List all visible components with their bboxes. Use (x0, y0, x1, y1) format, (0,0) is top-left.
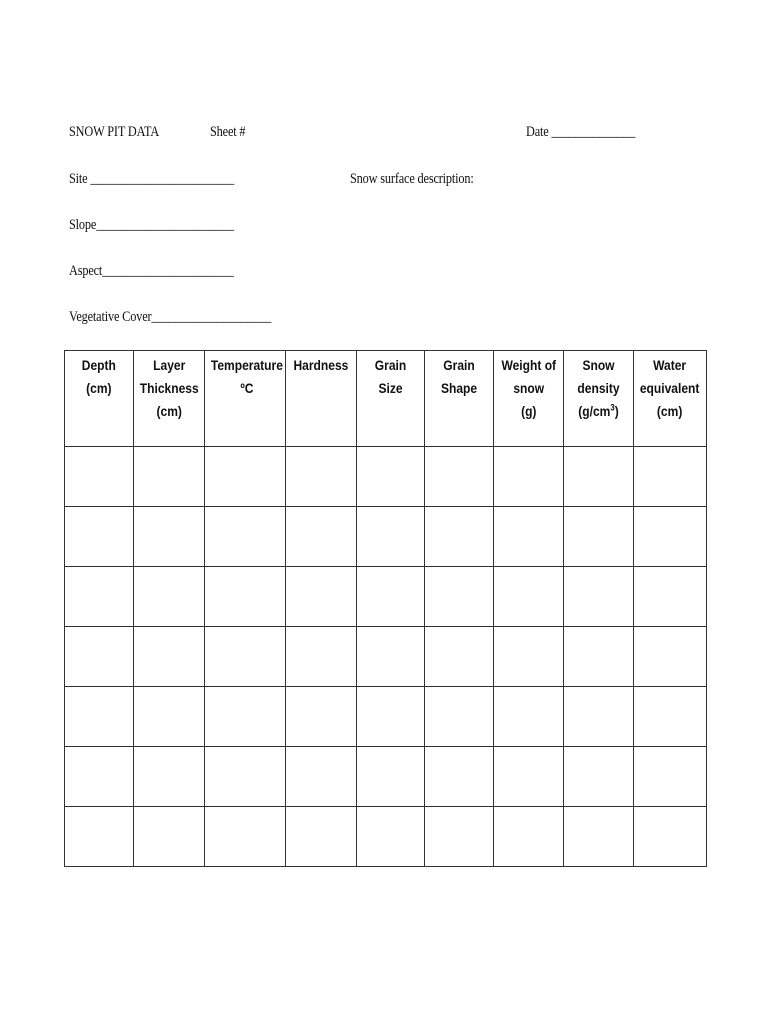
table-cell[interactable] (65, 627, 134, 687)
table-header-row (65, 351, 707, 447)
table-row (65, 807, 707, 867)
table-cell[interactable] (357, 507, 425, 567)
column-header-weight-of-snow: Weight of snow (g) (494, 351, 564, 447)
table-cell[interactable] (286, 687, 357, 747)
column-header-depth: Depth (cm) (65, 351, 134, 447)
table-cell[interactable] (357, 687, 425, 747)
table-cell[interactable] (634, 687, 707, 747)
sheet-number-label: Sheet # (210, 124, 246, 140)
table-cell[interactable] (65, 747, 134, 807)
table-cell[interactable] (564, 507, 634, 567)
site-field: Site ________________________ (69, 171, 235, 187)
table-cell[interactable] (357, 447, 425, 507)
column-header-layer-thickness: Layer Thickness (cm) (134, 351, 205, 447)
table-cell[interactable] (134, 627, 205, 687)
table-cell[interactable] (205, 687, 286, 747)
table-cell[interactable] (205, 747, 286, 807)
date-field: Date ______________ (526, 124, 636, 140)
table-cell[interactable] (425, 807, 494, 867)
column-header-water-equivalent: Water equivalent (cm) (634, 351, 707, 447)
table-cell[interactable] (564, 627, 634, 687)
table-cell[interactable] (134, 687, 205, 747)
column-header-grain-shape: Grain Shape (425, 351, 494, 447)
table-cell[interactable] (425, 447, 494, 507)
table-cell[interactable] (134, 447, 205, 507)
table-cell[interactable] (65, 447, 134, 507)
column-header-grain-size: Grain Size (357, 351, 425, 447)
table-cell[interactable] (564, 687, 634, 747)
table-cell[interactable] (357, 807, 425, 867)
table-cell[interactable] (65, 567, 134, 627)
column-header-temperature: Temperature ºC (205, 351, 286, 447)
table-cell[interactable] (65, 687, 134, 747)
table-cell[interactable] (134, 567, 205, 627)
table-cell[interactable] (205, 627, 286, 687)
table-cell[interactable] (634, 567, 707, 627)
table-cell[interactable] (494, 687, 564, 747)
table-cell[interactable] (564, 807, 634, 867)
table-cell[interactable] (564, 747, 634, 807)
table-cell[interactable] (286, 807, 357, 867)
table-row (65, 447, 707, 507)
column-header-snow-density: Snow density $(g/cm^3)$ (564, 351, 634, 447)
table-cell[interactable] (425, 507, 494, 567)
table-cell[interactable] (494, 627, 564, 687)
aspect-field: Aspect______________________ (69, 263, 234, 279)
table-cell[interactable] (564, 567, 634, 627)
table-cell[interactable] (65, 507, 134, 567)
table-cell[interactable] (205, 567, 286, 627)
table-row (65, 507, 707, 567)
table-cell[interactable] (494, 507, 564, 567)
table-cell[interactable] (494, 447, 564, 507)
vegetative-cover-field: Vegetative Cover____________________ (69, 309, 272, 325)
table-cell[interactable] (494, 567, 564, 627)
table-cell[interactable] (357, 747, 425, 807)
form-title: SNOW PIT DATA (69, 124, 160, 140)
table-row (65, 687, 707, 747)
table-cell[interactable] (494, 747, 564, 807)
table-cell[interactable] (286, 447, 357, 507)
table-cell[interactable] (134, 807, 205, 867)
table-cell[interactable] (425, 747, 494, 807)
table-cell[interactable] (357, 627, 425, 687)
table-row (65, 627, 707, 687)
snow-pit-data-table (64, 350, 707, 867)
table-cell[interactable] (494, 807, 564, 867)
table-cell[interactable] (634, 807, 707, 867)
snow-surface-description-label: Snow surface description: (350, 171, 474, 187)
table-cell[interactable] (286, 627, 357, 687)
table-cell[interactable] (134, 747, 205, 807)
table-cell[interactable] (286, 507, 357, 567)
table-cell[interactable] (425, 627, 494, 687)
table-cell[interactable] (286, 747, 357, 807)
table-cell[interactable] (65, 807, 134, 867)
table-cell[interactable] (205, 507, 286, 567)
table-cell[interactable] (205, 807, 286, 867)
table-cell[interactable] (286, 567, 357, 627)
table-cell[interactable] (357, 567, 425, 627)
table-cell[interactable] (205, 447, 286, 507)
table-cell[interactable] (425, 567, 494, 627)
table-row (65, 567, 707, 627)
table-cell[interactable] (425, 687, 494, 747)
table-row (65, 747, 707, 807)
table-cell[interactable] (134, 507, 205, 567)
column-header-hardness: Hardness (286, 351, 357, 447)
table-cell[interactable] (634, 507, 707, 567)
slope-field: Slope_______________________ (69, 217, 234, 233)
table-cell[interactable] (634, 627, 707, 687)
table-cell[interactable] (634, 447, 707, 507)
table-cell[interactable] (564, 447, 634, 507)
table-cell[interactable] (634, 747, 707, 807)
